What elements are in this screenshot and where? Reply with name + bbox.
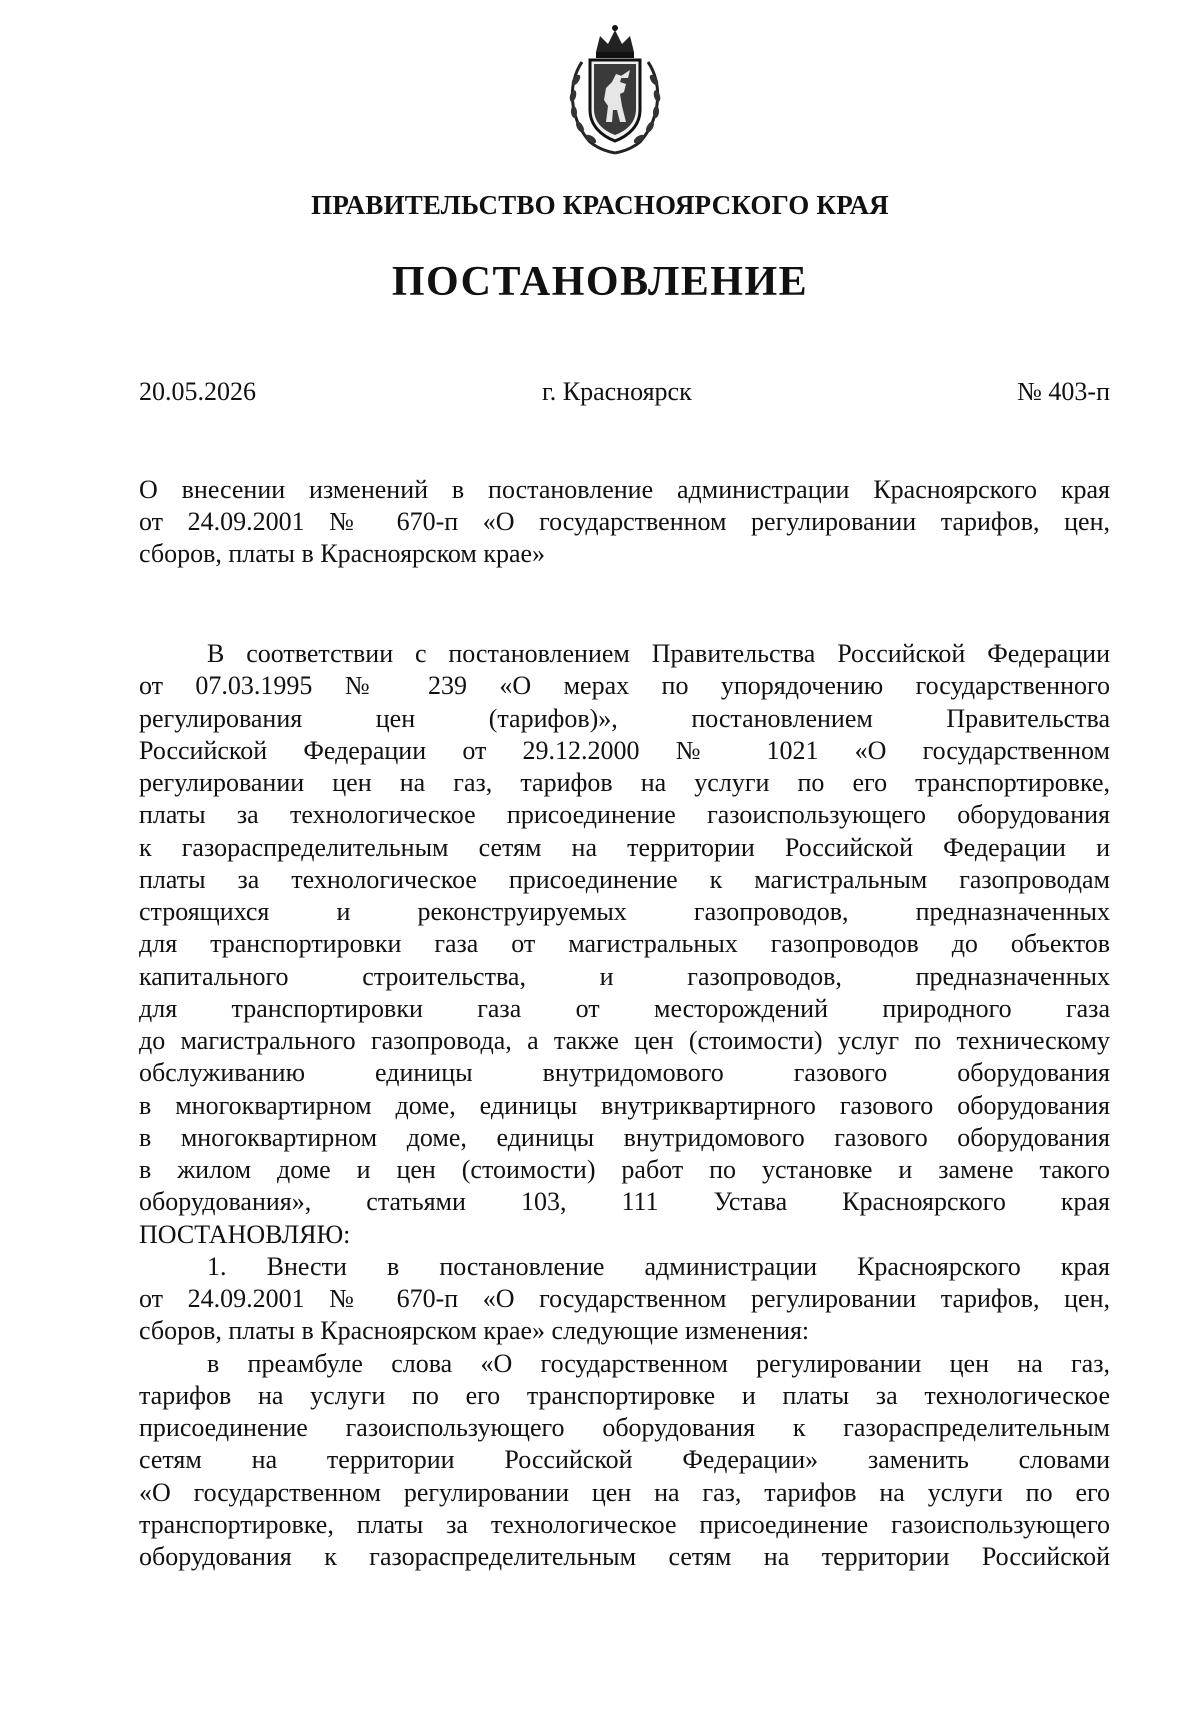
body-line: В соответствии с постановлением Правительства Российской Федерации <box>207 639 1110 668</box>
document-type: ПОСТАНОВЛЕНИЕ <box>391 259 809 305</box>
body-line: оборудования к газораспределительным сетям на территории Российской <box>139 1542 1110 1571</box>
body-line-resolution: ПОСТАНОВЛЯЮ: <box>139 1219 351 1249</box>
krasnoyarsk-coat-of-arms-icon <box>560 22 670 157</box>
body-line: 1. Внести в постановление администрации Красноярского края <box>207 1251 1110 1281</box>
document-title <box>139 474 1110 570</box>
body-line: до магистрального газопровода, а также цен (стоимости) услуг по техническому <box>139 1026 1110 1055</box>
title-line: от 24.09.2001 № 670-п «О государственном регулировании тарифов, цен, <box>139 507 1110 536</box>
document-date: 20.05.2026 <box>139 377 256 406</box>
title-line: О внесении изменений в постановление администрации Красноярского края <box>139 475 1110 504</box>
body-line: в многоквартирном доме, единицы внутридомового газового оборудования <box>139 1122 1110 1152</box>
body-line: обслуживанию единицы внутридомового газового оборудования <box>139 1058 1110 1088</box>
body-line: от 24.09.2001 № 670-п «О государственном регулировании тарифов, цен, <box>139 1284 1110 1313</box>
body-line: регулировании цен на газ, тарифов на услуги по его транспортировке, <box>139 768 1110 797</box>
body-line: к газораспределительным сетям на территории Российской Федерации и <box>139 832 1110 862</box>
body-line: платы за технологическое присоединение к магистральным газопроводам <box>139 864 1110 894</box>
body-line: присоединение газоиспользующего оборудования к газораспределительным <box>139 1413 1110 1442</box>
body-line: оборудования», статьями 103, 111 Устава Красноярского края <box>139 1187 1110 1217</box>
title-line: сборов, платы в Красноярском крае» <box>139 539 546 568</box>
body-line: тарифов на услуги по его транспортировке и платы за технологическое <box>139 1380 1110 1410</box>
body-line: транспортировке, платы за технологическое присоединение газоиспользующего <box>139 1509 1110 1539</box>
body-line: от 07.03.1995 № 239 «О мерах по упорядочению государственного <box>139 671 1110 701</box>
body-line: в жилом доме и цен (стоимости) работ по установке и замене такого <box>139 1155 1110 1184</box>
document-body <box>139 638 1110 1573</box>
document-city: г. Красноярск <box>542 377 692 406</box>
document-meta-row <box>139 377 1110 411</box>
body-line: сетям на территории Российской Федерации» заменить словами <box>139 1445 1110 1475</box>
body-line: капитального строительства, и газопроводов, предназначенных <box>139 961 1110 991</box>
body-line: «О государственном регулировании цен на газ, тарифов на услуги по его <box>139 1477 1110 1507</box>
body-line: регулирования цен (тарифов)», постановлением Правительства <box>139 703 1110 733</box>
body-line: в преамбуле слова «О государственном регулировании цен на газ, <box>207 1348 1110 1378</box>
organization-name: ПРАВИТЕЛЬСТВО КРАСНОЯРСКОГО КРАЯ <box>311 190 889 220</box>
body-line: сборов, платы в Красноярском крае» следующие изменения: <box>139 1316 810 1346</box>
body-line: в многоквартирном доме, единицы внутриквартирного газового оборудования <box>139 1090 1110 1120</box>
document-number: № 403-п <box>1017 377 1110 406</box>
body-line: Российской Федерации от 29.12.2000 № 1021 «О государственном <box>139 735 1110 765</box>
body-line: для транспортировки газа от магистральных газопроводов до объектов <box>139 929 1110 959</box>
body-line: для транспортировки газа от месторождений природного газа <box>139 993 1110 1023</box>
body-line: платы за технологическое присоединение газоиспользующего оборудования <box>139 800 1110 830</box>
body-line: строящихся и реконструируемых газопроводов, предназначенных <box>139 897 1110 926</box>
